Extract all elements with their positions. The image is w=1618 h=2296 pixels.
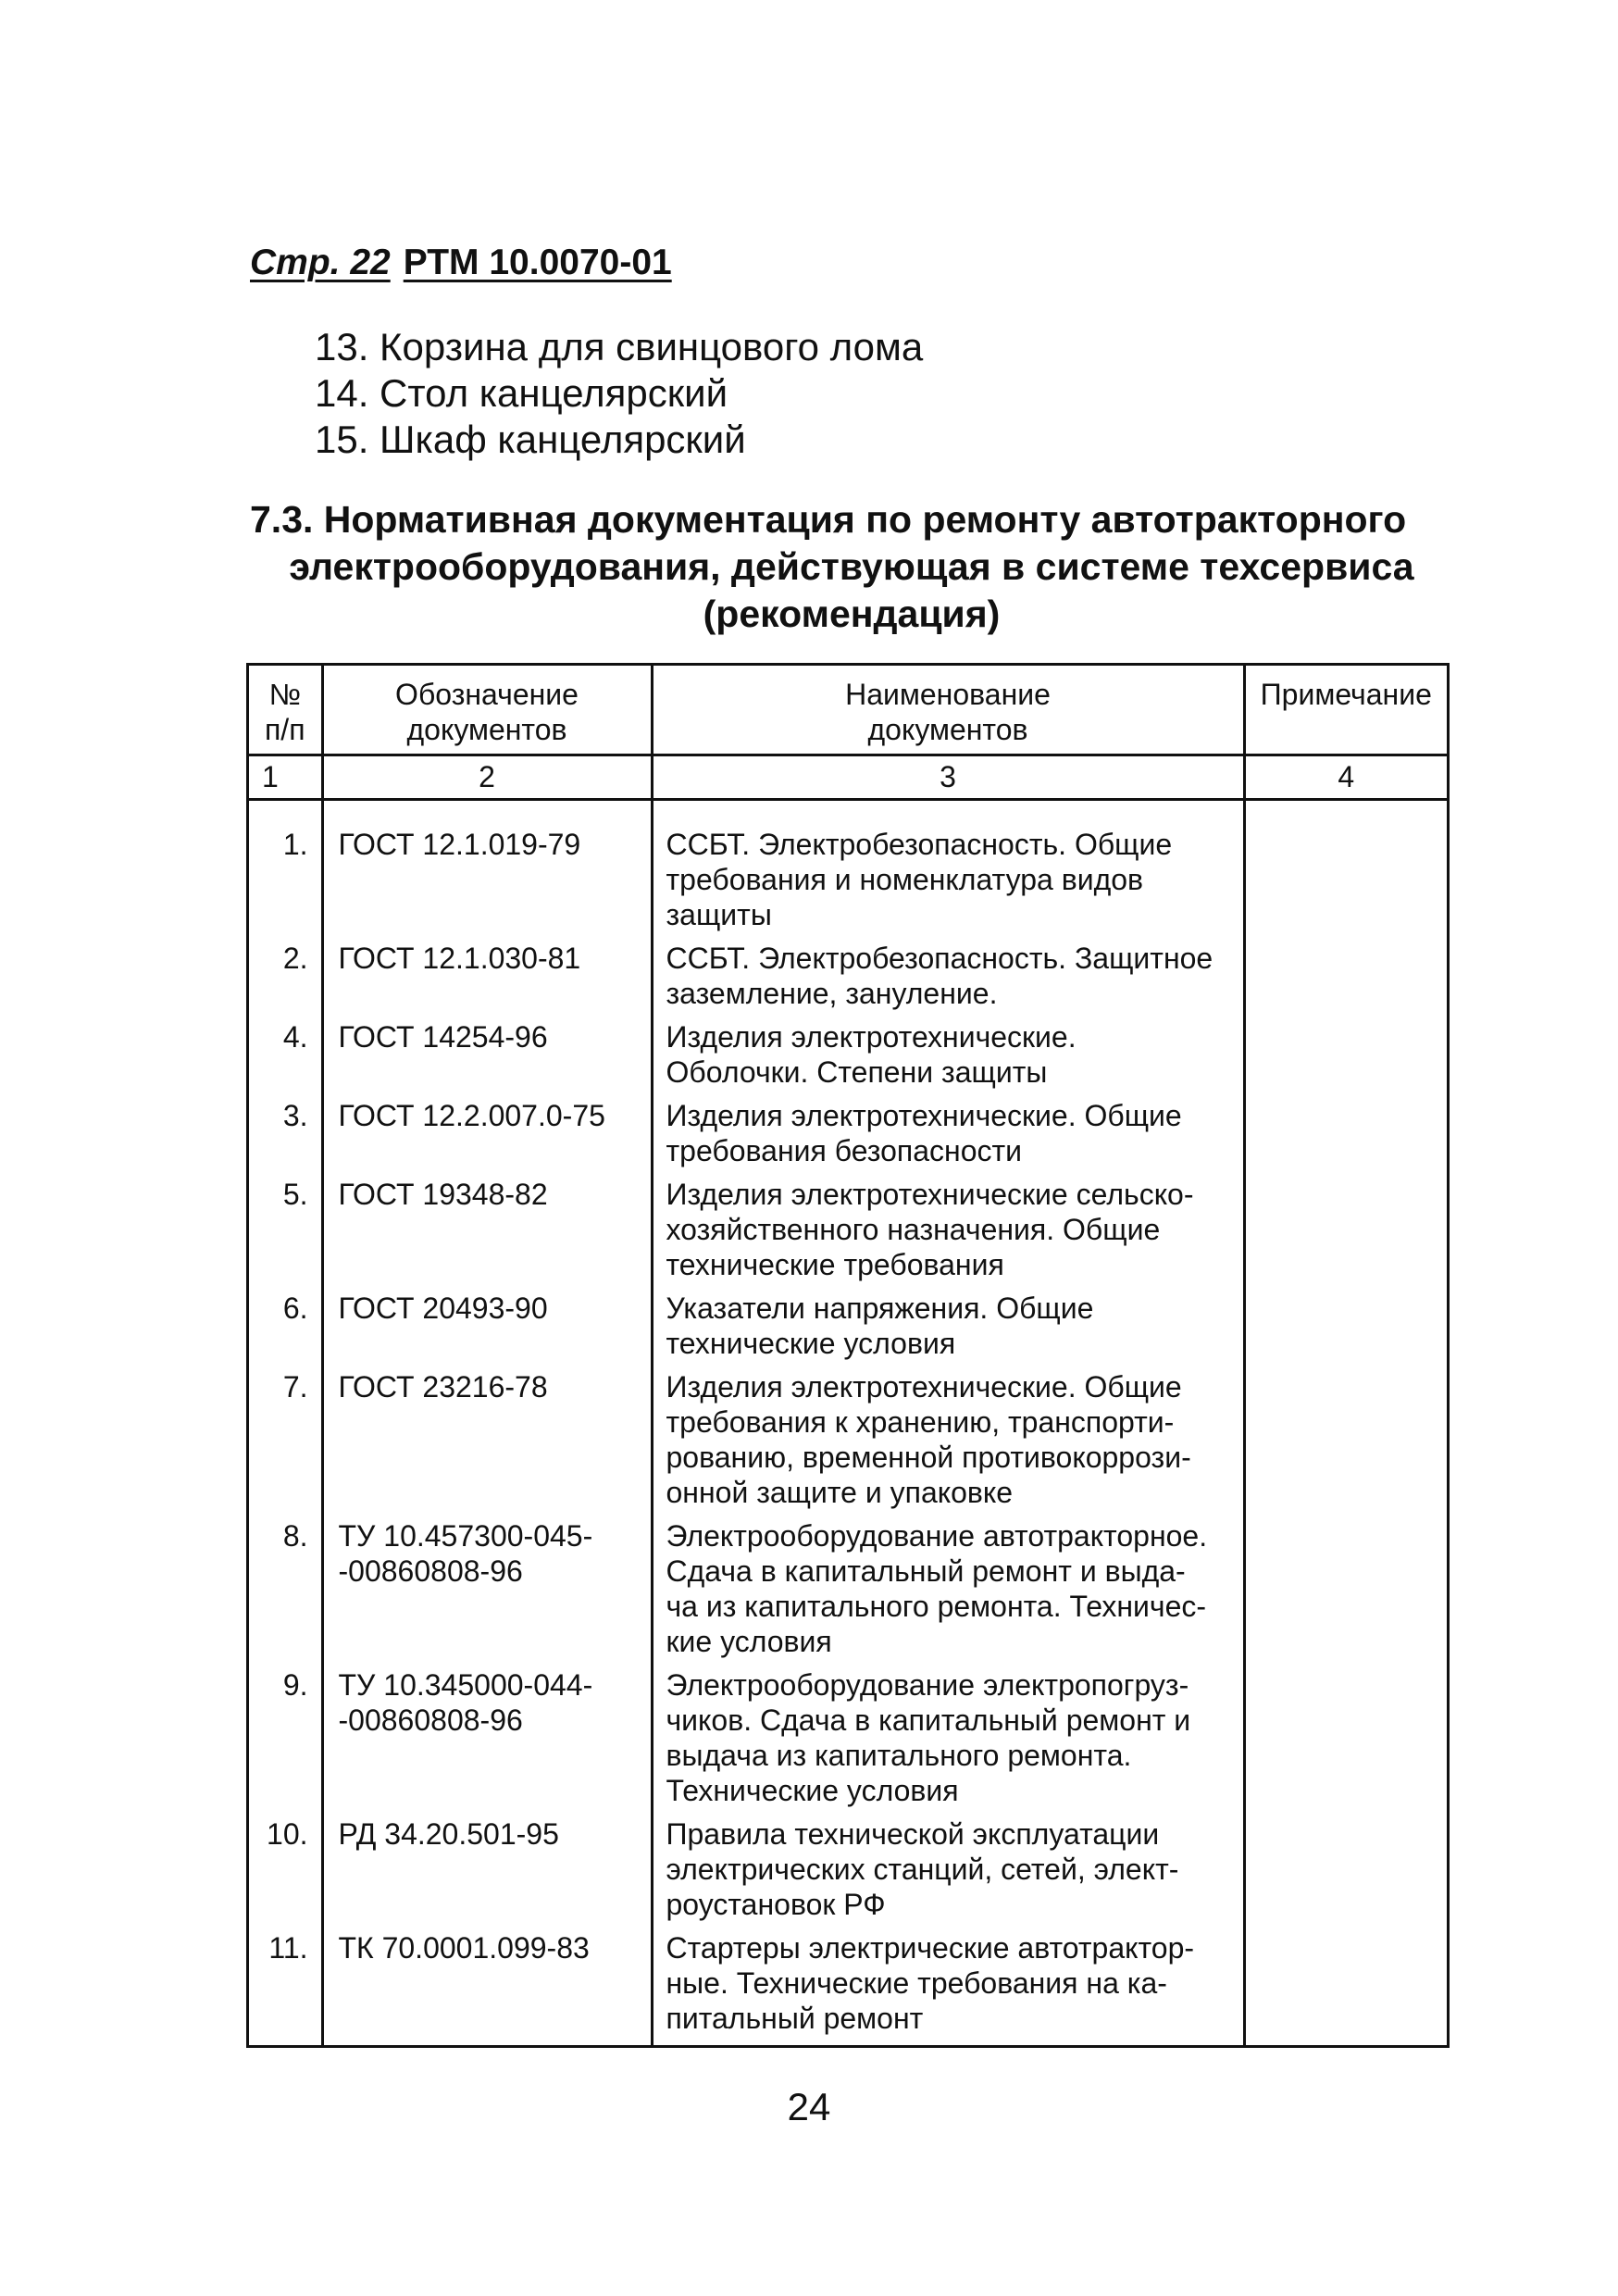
table-filler-row bbox=[249, 2039, 1447, 2047]
section-title bbox=[250, 496, 1453, 638]
table-header-row bbox=[249, 666, 1447, 755]
table-row bbox=[249, 799, 1447, 935]
section-title-line: электрооборудования, действующая в системе техсервиса bbox=[289, 545, 1414, 588]
document-code: ГОСТ 14254-96 bbox=[322, 1014, 652, 1092]
document-code: ГОСТ 12.2.007.0-75 bbox=[322, 1092, 652, 1171]
row-number: 5. bbox=[249, 1171, 322, 1285]
table-row bbox=[249, 1014, 1447, 1092]
table-row bbox=[249, 935, 1447, 1014]
row-number: 11. bbox=[249, 1925, 322, 2039]
section-title-line: (рекомендация) bbox=[703, 593, 1001, 635]
column-number: 1 bbox=[249, 755, 322, 799]
document-note bbox=[1244, 799, 1447, 935]
document-note bbox=[1244, 1171, 1447, 1285]
row-number: 3. bbox=[249, 1092, 322, 1171]
table-row bbox=[249, 1811, 1447, 1925]
document-name: Изделия электротехнические. Оболочки. Степени защиты bbox=[652, 1014, 1244, 1092]
row-number: 6. bbox=[249, 1285, 322, 1364]
document-note bbox=[1244, 1364, 1447, 1513]
column-number: 2 bbox=[322, 755, 652, 799]
empty-cell bbox=[1244, 2039, 1447, 2047]
row-number: 8. bbox=[249, 1513, 322, 1662]
row-number: 10. bbox=[249, 1811, 322, 1925]
table-row bbox=[249, 1364, 1447, 1513]
list-item: 15. Шкаф канцелярский bbox=[315, 418, 746, 461]
header-name: Наименование документов bbox=[652, 666, 1244, 755]
table-row bbox=[249, 1285, 1447, 1364]
document-note bbox=[1244, 1285, 1447, 1364]
list-item: 14. Стол канцелярский bbox=[315, 371, 728, 415]
table-row bbox=[249, 1925, 1447, 2039]
header-note: Примечание bbox=[1244, 666, 1447, 755]
row-number: 1. bbox=[249, 799, 322, 935]
document-name: Электрооборудование электропогруз- чиков. Сдача в капитальный ремонт и выдача из капитального ремонта. Технические условия bbox=[652, 1662, 1244, 1811]
list-item: 13. Корзина для свинцового лома bbox=[315, 325, 924, 368]
document-code: ГОСТ 12.1.030-81 bbox=[322, 935, 652, 1014]
document-name: Изделия электротехнические сельско- хозяйственного назначения. Общие технические требования bbox=[652, 1171, 1244, 1285]
page-number: 24 bbox=[787, 2085, 831, 2128]
page-header bbox=[250, 243, 672, 283]
document-name: Электрооборудование автотракторное. Сдача в капитальный ремонт и выда- ча из капитального ремонта. Техничес- кие условия bbox=[652, 1513, 1244, 1662]
column-number: 3 bbox=[652, 755, 1244, 799]
document-code: ТК 70.0001.099-83 bbox=[322, 1925, 652, 2039]
documents-table bbox=[249, 666, 1447, 2047]
table-row bbox=[249, 1513, 1447, 1662]
row-number: 4. bbox=[249, 1014, 322, 1092]
document-name: Изделия электротехнические. Общие требования к хранению, транспорти- рованию, временной противокоррози- онной защите и упаковке bbox=[652, 1364, 1244, 1513]
empty-cell bbox=[322, 2039, 652, 2047]
table-row bbox=[249, 1662, 1447, 1811]
document-code: ТУ 10.457300-045- -00860808-96 bbox=[322, 1513, 652, 1662]
column-number: 4 bbox=[1244, 755, 1447, 799]
table-body bbox=[249, 799, 1447, 2047]
document-code: ГОСТ 20493-90 bbox=[322, 1285, 652, 1364]
document-code: РД 34.20.501-95 bbox=[322, 1811, 652, 1925]
document-note bbox=[1244, 1662, 1447, 1811]
document-code: ГОСТ 23216-78 bbox=[322, 1364, 652, 1513]
document-code: ТУ 10.345000-044- -00860808-96 bbox=[322, 1662, 652, 1811]
header-no: № п/п bbox=[249, 666, 322, 755]
document-name: ССБТ. Электробезопасность. Общие требования и номенклатура видов защиты bbox=[652, 799, 1244, 935]
document-note bbox=[1244, 1811, 1447, 1925]
empty-cell bbox=[652, 2039, 1244, 2047]
empty-cell bbox=[249, 2039, 322, 2047]
document-note bbox=[1244, 1513, 1447, 1662]
document-name: ССБТ. Электробезопасность. Защитное заземление, зануление. bbox=[652, 935, 1244, 1014]
row-number: 2. bbox=[249, 935, 322, 1014]
table-column-numbers-row bbox=[249, 755, 1447, 799]
document-name: Изделия электротехнические. Общие требования безопасности bbox=[652, 1092, 1244, 1171]
row-number: 7. bbox=[249, 1364, 322, 1513]
header-code: Обозначение документов bbox=[322, 666, 652, 755]
row-number: 9. bbox=[249, 1662, 322, 1811]
table-row bbox=[249, 1092, 1447, 1171]
section-title-line: 7.3. Нормативная документация по ремонту автотракторного bbox=[250, 498, 1407, 541]
table-row bbox=[249, 1171, 1447, 1285]
document-name: Правила технической эксплуатации электрических станций, сетей, элект- роустановок РФ bbox=[652, 1811, 1244, 1925]
document-note bbox=[1244, 1925, 1447, 2039]
document-name: Указатели напряжения. Общие технические условия bbox=[652, 1285, 1244, 1364]
header-doc-code: РТМ 10.0070-01 bbox=[403, 243, 672, 282]
document-name: Стартеры электрические автотрактор- ные. Технические требования на ка- питальный ремонт bbox=[652, 1925, 1244, 2039]
document-note bbox=[1244, 1014, 1447, 1092]
equipment-list bbox=[315, 324, 923, 463]
document-code: ГОСТ 19348-82 bbox=[322, 1171, 652, 1285]
header-page-ref: Стр. 22 bbox=[250, 243, 391, 282]
document-note bbox=[1244, 935, 1447, 1014]
document-code: ГОСТ 12.1.019-79 bbox=[322, 799, 652, 935]
documents-table-frame bbox=[246, 663, 1450, 2048]
document-note bbox=[1244, 1092, 1447, 1171]
